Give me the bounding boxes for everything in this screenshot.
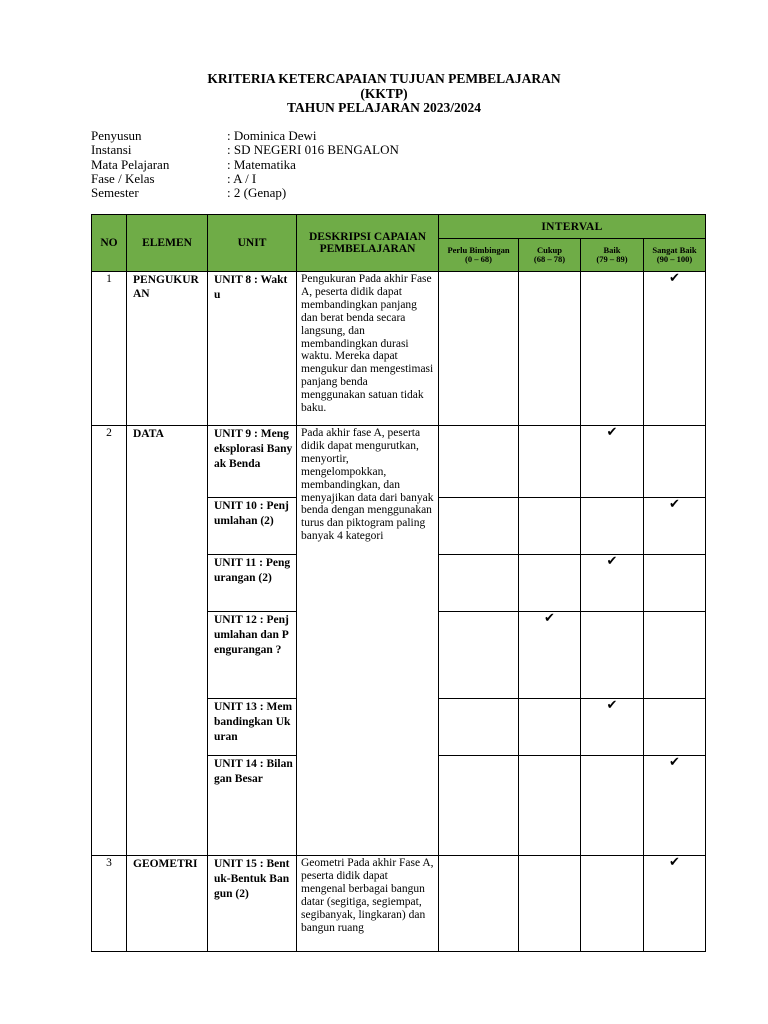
header-interval-perlu-bimbingan <box>439 239 519 272</box>
info-value: : 2 (Genap) <box>227 185 287 201</box>
interval-range: (0 – 68) <box>465 254 492 264</box>
info-label: Semester <box>91 185 139 201</box>
check-mark-icon: ✔ <box>606 698 618 713</box>
interval-cell <box>439 426 519 498</box>
unit-cell: UNIT 8 : Waktu <box>208 272 297 426</box>
unit-cell: UNIT 10 : Penjumlahan (2) <box>208 498 297 555</box>
interval-cell <box>519 756 581 856</box>
info-value: : Matematika <box>227 156 296 172</box>
interval-label: Sangat Baik <box>652 245 697 255</box>
header-interval: INTERVAL <box>439 215 706 239</box>
row-number: 2 <box>92 426 127 856</box>
kktp-table <box>91 214 706 952</box>
info-row-semester <box>91 186 399 200</box>
interval-cell <box>644 426 706 498</box>
info-value: : Dominica Dewi <box>227 128 317 143</box>
title-line: KRITERIA KETERCAPAIAN TUJUAN PEMBELAJARAN <box>207 71 561 86</box>
interval-cell <box>439 555 519 612</box>
table-row <box>92 272 706 426</box>
info-label: Penyusun <box>91 128 142 143</box>
table-row <box>92 856 706 952</box>
interval-cell <box>439 856 519 952</box>
interval-label: Cukup <box>536 245 563 255</box>
interval-label: Baik <box>603 245 621 255</box>
interval-cell <box>439 612 519 699</box>
interval-cell <box>581 612 644 699</box>
interval-range: (68 – 78) <box>533 254 566 264</box>
header-interval-cukup <box>519 239 581 272</box>
table-header <box>92 215 706 272</box>
interval-cell <box>519 426 581 498</box>
row-number: 3 <box>92 856 127 952</box>
interval-cell <box>519 612 581 699</box>
elemen-cell: DATA <box>127 426 208 856</box>
info-label: Instansi <box>91 142 132 158</box>
table-row <box>92 426 706 498</box>
deskripsi-cell: Geometri Pada akhir Fase A, peserta didik dapat mengenal berbagai bangun datar (segitiga, segiempat, segibanyak, lingkaran) dan bangun ruang <box>297 856 439 952</box>
interval-cell <box>519 699 581 756</box>
interval-cell <box>644 555 706 612</box>
header-deskripsi: DESKRIPSI CAPAIAN PEMBELAJARAN <box>297 215 439 272</box>
unit-cell: UNIT 9 : Mengeksplorasi Banyak Benda <box>208 426 297 498</box>
unit-cell: UNIT 12 : Penjumlahan dan Pengurangan ? <box>208 612 297 699</box>
header-interval-sangat-baik <box>644 239 706 272</box>
interval-range: (90 – 100) <box>656 254 693 264</box>
elemen-cell: PENGUKURAN <box>127 272 208 426</box>
title-line: TAHUN PELAJARAN 2023/2024 <box>286 100 481 115</box>
deskripsi-cell: Pengukuran Pada akhir Fase A, peserta didik dapat membandingkan panjang dan berat benda secara langsung, dan membandingkan durasi waktu. Mereka dapat mengukur dan mengestimasi panjang benda menggunakan satuan tidak baku. <box>297 272 439 426</box>
interval-cell <box>581 699 644 756</box>
interval-cell <box>644 699 706 756</box>
info-row-fase-kelas <box>91 172 399 186</box>
info-value: : A / I <box>227 170 257 186</box>
interval-cell <box>644 756 706 856</box>
info-row-instansi <box>91 143 399 157</box>
title-line: (KKTP) <box>360 85 408 101</box>
info-value: : SD NEGERI 016 BENGALON <box>227 142 399 158</box>
interval-cell <box>439 699 519 756</box>
interval-cell <box>581 856 644 952</box>
unit-cell: UNIT 13 : Membandingkan Ukuran <box>208 699 297 756</box>
interval-cell <box>644 272 706 426</box>
interval-cell <box>439 498 519 555</box>
interval-cell <box>519 498 581 555</box>
document-title <box>0 72 768 116</box>
check-mark-icon: ✔ <box>669 271 680 286</box>
interval-cell <box>581 555 644 612</box>
check-mark-icon: ✔ <box>669 855 680 870</box>
header-elemen: ELEMEN <box>127 215 208 272</box>
interval-cell <box>519 272 581 426</box>
check-mark-icon: ✔ <box>606 425 618 440</box>
elemen-cell: GEOMETRI <box>127 856 208 952</box>
deskripsi-cell: Pada akhir fase A, peserta didik dapat mengurutkan, menyortir, mengelompokkan, membandingkan, dan menyajikan data dari banyak benda dengan menggunakan turus dan piktogram paling banyak 4 kategori <box>297 426 439 856</box>
unit-cell: UNIT 14 : Bilangan Besar <box>208 756 297 856</box>
unit-cell: UNIT 15 : Bentuk-Bentuk Bangun (2) <box>208 856 297 952</box>
info-label: Fase / Kelas <box>91 170 155 186</box>
check-mark-icon: ✔ <box>669 755 680 770</box>
interval-cell <box>581 426 644 498</box>
interval-cell <box>644 498 706 555</box>
interval-cell <box>581 498 644 555</box>
check-mark-icon: ✔ <box>669 497 680 512</box>
header-interval-baik <box>581 239 644 272</box>
check-mark-icon: ✔ <box>606 554 618 569</box>
interval-cell <box>519 555 581 612</box>
header-no: NO <box>92 215 127 272</box>
info-row-mata-pelajaran <box>91 158 399 172</box>
unit-cell: UNIT 11 : Pengurangan (2) <box>208 555 297 612</box>
interval-cell <box>581 272 644 426</box>
interval-cell <box>519 856 581 952</box>
interval-cell <box>644 856 706 952</box>
header-unit: UNIT <box>208 215 297 272</box>
info-label: Mata Pelajaran <box>91 156 170 172</box>
row-number: 1 <box>92 272 127 426</box>
info-row-penyusun <box>91 129 399 143</box>
interval-range: (79 – 89) <box>596 254 628 264</box>
interval-cell <box>439 272 519 426</box>
interval-cell <box>644 612 706 699</box>
interval-label: Perlu Bimbingan <box>447 245 510 255</box>
interval-cell <box>581 756 644 856</box>
info-block <box>91 129 399 200</box>
check-mark-icon: ✔ <box>544 611 555 626</box>
interval-cell <box>439 756 519 856</box>
